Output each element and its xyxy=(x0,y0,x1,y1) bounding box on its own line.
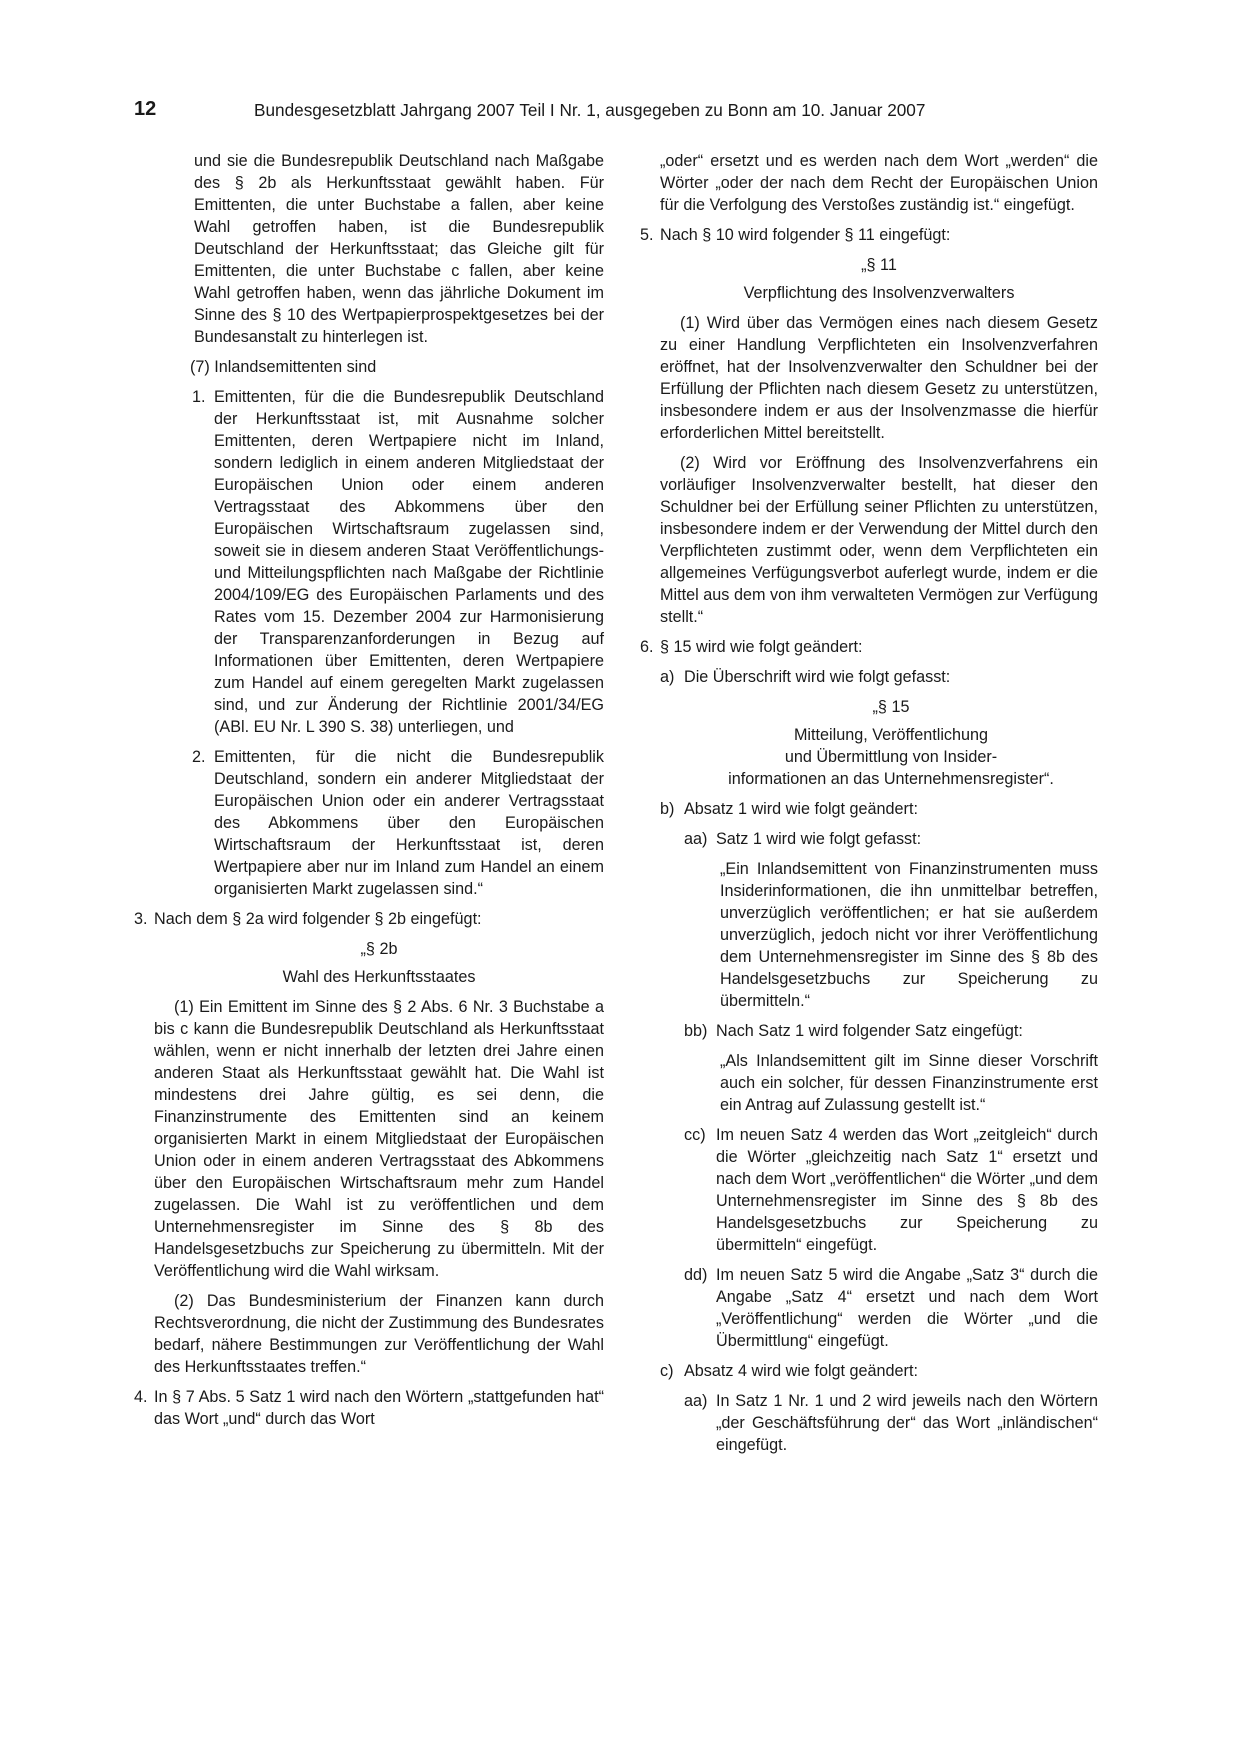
list-text: Emittenten, für die die Bundesrepublik Deutschland der Herkunftsstaat ist, mit Ausnahme solcher Emittenten, deren Wertpapiere nicht im Inland, sondern lediglich in einem anderen Mitgliedstaat der Europäischen Union oder einem anderen Vertragsstaat des Abkommens über den Europäischen Wirtschaftsraum zugelassen sind, soweit sie in diesem anderen Staat Veröffentlichungs- und Mitteilungspflichten nach Maßgabe der Richtlinie 2004/109/EG des Europäischen Parlaments und des Rates vom 15. Dezember 2004 zur Harmonisierung der Transparenzanforderungen in Bezug auf Informationen über Emittenten, deren Wertpapiere zum Handel auf einem geregelten Markt zugelassen sind, und zur Änderung der Richtlinie 2001/34/EG (ABl. EU Nr. L 390 S. 38) unterliegen, und xyxy=(214,388,604,736)
item-text: Nach dem § 2a wird folgender § 2b eingefügt: xyxy=(154,910,482,928)
continued-paragraph: „oder“ ersetzt und es werden nach dem Wort „werden“ die Wörter „oder der nach dem Recht der Europäischen Union für die Verfolgung des Verstoßes zuständig ist.“ eingefügt. xyxy=(660,152,1098,214)
item-text: Absatz 1 wird wie folgt geändert: xyxy=(684,800,918,818)
quoted-text-bb: „Als Inlandsemittent gilt im Sinne dieser Vorschrift auch ein solcher, für dessen Finanzinstrumente erst ein Antrag auf Zulassung gestellt ist.“ xyxy=(720,1052,1098,1114)
section-11-title: Verpflichtung des Insolvenzverwalters xyxy=(743,284,1015,302)
amendment-item-3 xyxy=(134,908,604,930)
gazette-header-title: Bundesgesetzblatt Jahrgang 2007 Teil I Nr. 1, ausgegeben zu Bonn am 10. Januar 2007 xyxy=(254,100,926,120)
item-letter: cc) xyxy=(684,1126,706,1144)
sub-item-b-bb xyxy=(640,1020,1098,1042)
item-number: 4. xyxy=(134,1388,148,1406)
sub-item-b-cc xyxy=(640,1124,1098,1256)
item-text: Absatz 4 wird wie folgt geändert: xyxy=(684,1362,918,1380)
sub-item-a xyxy=(640,666,1098,688)
quoted-text-aa: „Ein Inlandsemittent von Finanzinstrumenten muss Insiderinformationen, die ihn unmittelbar betreffen, unverzüglich veröffentlichen; er hat sie außerdem unverzüglich, jedoch nicht vor ihrer Veröffentlichung dem Unternehmensregister im Sinne des § 8b des Handelsgesetzbuchs zur Speicherung zu übermitteln.“ xyxy=(720,860,1098,1010)
page-header xyxy=(134,98,1104,128)
section-15-title-line-2: und Übermittlung von Insider- xyxy=(784,748,998,766)
item-text: Satz 1 wird wie folgt gefasst: xyxy=(716,830,922,848)
page-number: 12 xyxy=(134,98,157,120)
sub-item-c-aa xyxy=(640,1390,1098,1456)
section-15-title-line-1: Mitteilung, Veröffentlichung xyxy=(793,726,989,744)
item-text: Nach Satz 1 wird folgender Satz eingefügt: xyxy=(716,1022,1023,1040)
item-text: Im neuen Satz 5 wird die Angabe „Satz 3“ durch die Angabe „Satz 4“ ersetzt und nach dem Wort „Veröffentlichung“ werden die Wörter „und die Übermittlung“ eingefügt. xyxy=(716,1266,1098,1350)
amendment-item-4 xyxy=(134,1386,604,1430)
item-text: In § 7 Abs. 5 Satz 1 wird nach den Wörtern „stattgefunden hat“ das Wort „und“ durch das Wort xyxy=(154,1388,604,1428)
section-11-heading: „§ 11 xyxy=(861,256,897,274)
item-letter: a) xyxy=(660,668,675,686)
item-letter: dd) xyxy=(684,1266,708,1284)
section-2b-title: Wahl des Herkunftsstaates xyxy=(282,968,476,986)
item-text: In Satz 1 Nr. 1 und 2 wird jeweils nach den Wörtern „der Geschäftsführung der“ das Wort „inländischen“ eingefügt. xyxy=(716,1392,1098,1454)
sub-item-b xyxy=(640,798,1098,820)
section-2b-heading: „§ 2b xyxy=(360,940,398,958)
left-column xyxy=(134,150,604,1438)
list-item-1 xyxy=(134,386,604,738)
item-letter: aa) xyxy=(684,1392,708,1410)
item-text: Im neuen Satz 4 werden das Wort „zeitgleich“ durch die Wörter „gleichzeitig nach Satz 1“ ersetzt und nach dem Wort „veröffentlichen“ die Wörter „und dem Unternehmensregister im Sinne des § 8b des Handelsgesetzbuchs zur Speicherung zu übermitteln“ eingefügt. xyxy=(716,1126,1098,1254)
item-number: 5. xyxy=(640,226,654,244)
item-letter: bb) xyxy=(684,1022,708,1040)
sub-item-b-dd xyxy=(640,1264,1098,1352)
sub-item-c xyxy=(640,1360,1098,1382)
item-text: § 15 wird wie folgt geändert: xyxy=(660,638,863,656)
list-number: 2. xyxy=(192,748,206,766)
list-number: 1. xyxy=(192,388,206,406)
amendment-item-6 xyxy=(640,636,1098,658)
item-letter: b) xyxy=(660,800,675,818)
item-letter: aa) xyxy=(684,830,708,848)
item-letter: c) xyxy=(660,1362,674,1380)
right-column xyxy=(640,150,1098,1464)
item-text: Die Überschrift wird wie folgt gefasst: xyxy=(684,668,951,686)
section-11-paragraph-1: (1) Wird über das Vermögen eines nach diesem Gesetz zu einer Handlung Verpflichteten ein Insolvenzverfahren eröffnet, hat der Insolvenzverwalter den Schuldner bei der Erfüllung der Pflichten nach diesem Gesetz zu unterstützen, insbesondere indem er aus der Insolvenzmasse die hierfür erforderlichen Mittel bereitstellt. xyxy=(660,314,1098,442)
item-text: Nach § 10 wird folgender § 11 eingefügt: xyxy=(660,226,951,244)
list-item-2 xyxy=(134,746,604,900)
section-11-paragraph-2: (2) Wird vor Eröffnung des Insolvenzverfahrens ein vorläufiger Insolvenzverwalter bestellt, hat dieser den Schuldner bei der Erfüllung seiner Pflichten zu unterstützen, insbesondere indem er der Verwendung der Mittel durch den Verpflichteten zustimmt oder, wenn dem Verpflichteten ein allgemeines Verfügungsverbot auferlegt wurde, indem er die Mittel aus dem von ihm verwalteten Vermögen zur Verfügung stellt.“ xyxy=(660,454,1098,626)
paragraph-7-intro: (7) Inlandsemittenten sind xyxy=(190,358,377,376)
section-2b-paragraph-1: (1) Ein Emittent im Sinne des § 2 Abs. 6 Nr. 3 Buchstabe a bis c kann die Bundesrepublik Deutschland als Herkunftsstaat wählen, wenn er nicht innerhalb der letzten drei Jahre einen anderen Staat als Herkunftsstaat gewählt hat. Die Wahl ist mindestens drei Jahre gültig, es sei denn, die Finanzinstrumente des Emittenten sind an keinem organisierten Markt in einem Mitgliedstaat der Europäischen Union oder in einem anderen Vertragsstaat des Abkommens über den Europäischen Wirtschaftsraum mehr zum Handel zugelassen. Die Wahl ist zu veröffentlichen und dem Unternehmensregister im Sinne des § 8b des Handelsgesetzbuchs zur Speicherung zu übermitteln. Mit der Veröffentlichung wird die Wahl wirksam. xyxy=(154,998,604,1280)
list-text: Emittenten, für die nicht die Bundesrepublik Deutschland, sondern ein anderer Mitgliedstaat der Europäischen Union oder ein anderer Vertragsstaat des Abkommens über den Europäischen Wirtschaftsraum der Herkunftsstaat ist, deren Wertpapiere aber nur im Inland zum Handel an einem organisierten Markt zugelassen sind.“ xyxy=(214,748,604,898)
continued-paragraph: und sie die Bundesrepublik Deutschland nach Maßgabe des § 2b als Herkunftsstaat gewählt haben. Für Emittenten, die unter Buchstabe a fallen, aber keine Wahl getroffen haben, ist die Bundesrepublik Deutschland der Herkunftsstaat; das Gleiche gilt für Emittenten, die unter Buchstabe c fallen, aber keine Wahl getroffen haben, wenn das jährliche Dokument im Sinne des § 10 des Wertpapierprospektgesetzes bei der Bundesanstalt zu hinterlegen ist. xyxy=(194,152,604,346)
sub-item-b-aa xyxy=(640,828,1098,850)
section-15-heading: „§ 15 xyxy=(872,698,910,716)
item-number: 3. xyxy=(134,910,148,928)
item-number: 6. xyxy=(640,638,654,656)
section-15-title-line-3: informationen an das Unternehmensregister“. xyxy=(728,770,1054,788)
section-2b-paragraph-2: (2) Das Bundesministerium der Finanzen kann durch Rechtsverordnung, die nicht der Zustimmung des Bundesrates bedarf, nähere Bestimmungen zur Veröffentlichung der Wahl des Herkunftsstaates treffen.“ xyxy=(154,1292,604,1376)
amendment-item-5 xyxy=(640,224,1098,246)
